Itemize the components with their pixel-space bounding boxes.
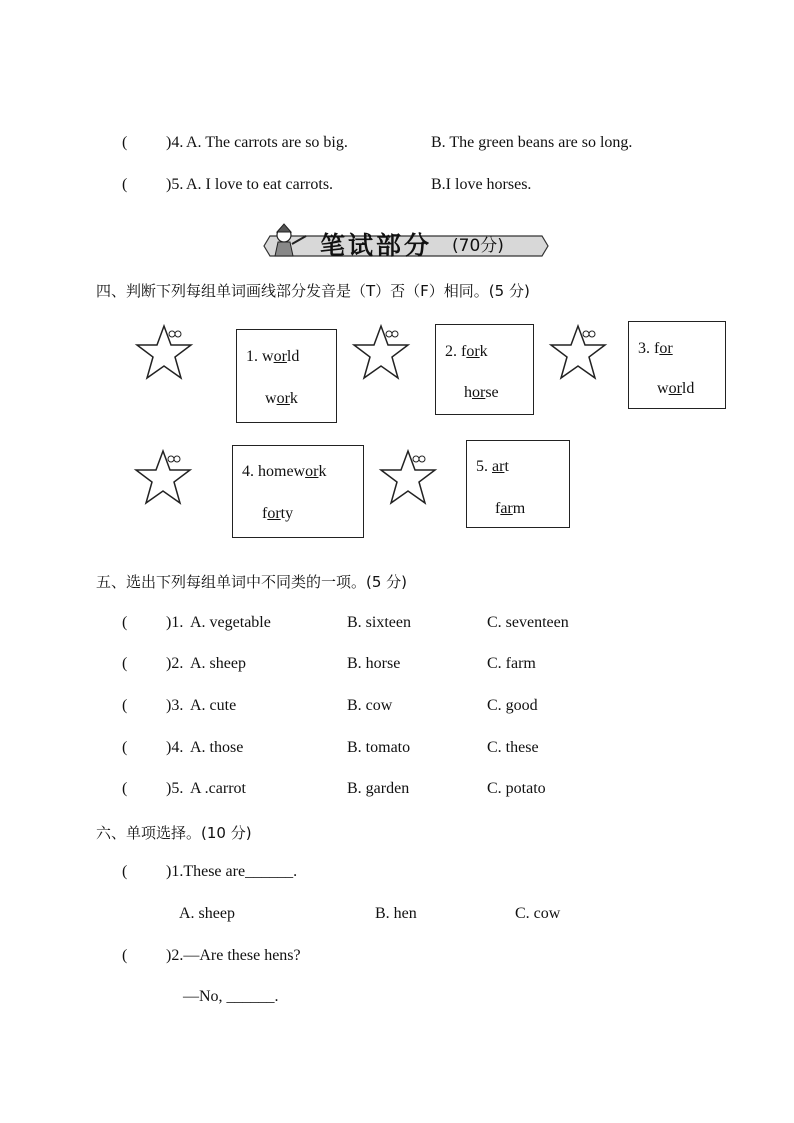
option-a: A. sheep [179,905,235,922]
word-group-4 [232,445,364,538]
question-number: )5. [166,176,184,193]
option-b: B. tomato [347,739,411,756]
option-c: C. farm [487,655,536,672]
word-group-5 [466,440,570,528]
option-b: B. The green beans are so long. [431,134,633,151]
written-part-banner [262,222,550,260]
word-1: 2. fork [445,343,488,360]
option-a: A. sheep [190,655,246,672]
answer-paren: ( [122,655,128,672]
word-2: world [657,380,695,397]
word-1: 1. world [246,348,300,365]
option-b: B. hen [375,905,417,922]
word-2: farm [495,500,526,517]
star-icon [132,322,196,384]
word-group-3 [628,321,726,409]
option-a: A. those [190,739,244,756]
option-c: C. potato [487,780,546,797]
word-2: forty [262,505,294,522]
banner-score: (70分) [452,236,504,256]
option-a: A. I love to eat carrots. [186,176,334,193]
option-b: B. horse [347,655,401,672]
banner-title: 笔试部分 [320,231,433,260]
option-a: A .carrot [190,780,246,797]
word-group-1 [236,329,337,423]
answer-paren: ( [122,134,128,151]
word-2: horse [464,384,499,401]
answer-paren: ( [122,697,128,714]
word-1: 4. homework [242,463,327,480]
option-a: A. vegetable [190,614,271,631]
question-number: )2. [166,655,184,672]
star-icon [349,322,413,384]
answer-paren: ( [122,780,128,797]
dialogue-reply: —No, ______. [183,988,279,1005]
word-1: 5. art [476,458,509,475]
option-b: B. cow [347,697,393,714]
word-2: work [265,390,298,407]
question-number: )3. [166,697,184,714]
option-c: C. seventeen [487,614,569,631]
star-icon [546,322,610,384]
question-number: )5. [166,780,184,797]
answer-paren: ( [122,176,128,193]
question-number: )4. [166,739,184,756]
section-4-title: 四、判断下列每组单词画线部分发音是（T）否（F）相同。(5 分) [96,282,530,300]
option-c: C. cow [515,905,561,922]
option-c: C. these [487,739,539,756]
answer-paren: ( [122,739,128,756]
option-a: A. The carrots are so big. [186,134,348,151]
word-1: 3. for [638,340,673,357]
option-a: A. cute [190,697,237,714]
answer-paren: ( [122,614,128,631]
answer-paren: ( [122,947,128,964]
star-icon [376,447,440,509]
section-5-title: 五、选出下列每组单词中不同类的一项。(5 分) [96,573,408,591]
option-b: B. sixteen [347,614,411,631]
answer-paren: ( [122,863,128,880]
question-number: )4. [166,134,184,151]
option-c: C. good [487,697,538,714]
question-stem: )1.These are______. [166,863,298,880]
section-6-title: 六、单项选择。(10 分) [96,824,252,842]
option-b: B. garden [347,780,410,797]
question-number: )1. [166,614,184,631]
word-group-2 [435,324,534,415]
star-icon [131,447,195,509]
question-stem: )2.—Are these hens? [166,947,301,964]
option-b: B.I love horses. [431,176,532,193]
